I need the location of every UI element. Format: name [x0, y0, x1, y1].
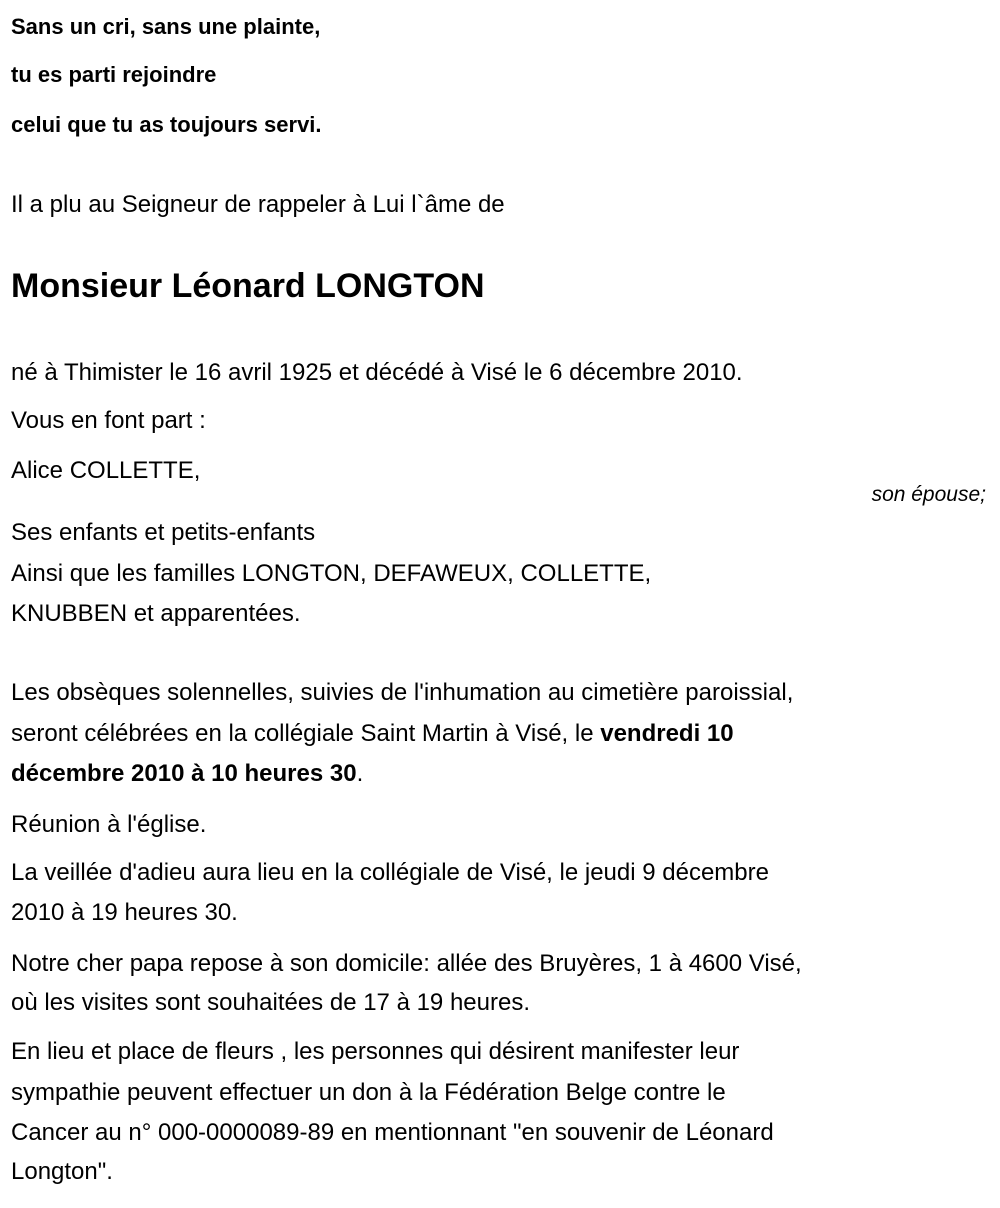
- announce-text: Vous en font part :: [11, 407, 206, 434]
- family-line: Ses enfants et petits-enfants: [11, 519, 316, 546]
- vigil-line: La veillée d'adieu aura lieu en la collégiale de Visé, le jeudi 9 décembre: [11, 859, 769, 886]
- funeral-line: Les obsèques solennelles, suivies de l'inhumation au cimetière paroissial,: [11, 679, 794, 706]
- family-line: KNUBBEN et apparentées.: [11, 600, 301, 627]
- funeral-line: [11, 719, 734, 749]
- funeral-date: décembre 2010 à 10 heures 30: [11, 760, 357, 787]
- family-line: Ainsi que les familles LONGTON, DEFAWEUX, COLLETTE,: [11, 560, 652, 587]
- donation-line: En lieu et place de fleurs , les personnes qui désirent manifester leur: [11, 1038, 740, 1065]
- poem-line: tu es parti rejoindre: [11, 62, 217, 87]
- funeral-text: .: [356, 760, 364, 787]
- spouse-name: Alice COLLETTE,: [11, 457, 201, 484]
- donation-line: sympathie peuvent effectuer un don à la Fédération Belge contre le: [11, 1079, 726, 1106]
- deceased-name: Monsieur Léonard LONGTON: [11, 267, 485, 305]
- donation-line: Cancer au n° 000-0000089-89 en mentionnant "en souvenir de Léonard: [11, 1119, 774, 1146]
- funeral-date: vendredi 10: [600, 720, 734, 747]
- poem-line: Sans un cri, sans une plainte,: [11, 14, 321, 39]
- meeting-text: Réunion à l'église.: [11, 811, 207, 838]
- intro-text: Il a plu au Seigneur de rappeler à Lui l`âme de: [11, 191, 505, 218]
- rest-line: où les visites sont souhaitées de 17 à 19 heures.: [11, 989, 530, 1016]
- rest-line: Notre cher papa repose à son domicile: allée des Bruyères, 1 à 4600 Visé,: [11, 950, 802, 977]
- spouse-role: son épouse;: [871, 483, 986, 506]
- poem-line: celui que tu as toujours servi.: [11, 112, 322, 137]
- vigil-line: 2010 à 19 heures 30.: [11, 899, 238, 926]
- birth-death-text: né à Thimister le 16 avril 1925 et décédé à Visé le 6 décembre 2010.: [11, 359, 743, 386]
- donation-line: Longton".: [11, 1158, 113, 1185]
- funeral-text: seront célébrées en la collégiale Saint Martin à Visé, le: [11, 720, 601, 747]
- funeral-line: [11, 759, 363, 789]
